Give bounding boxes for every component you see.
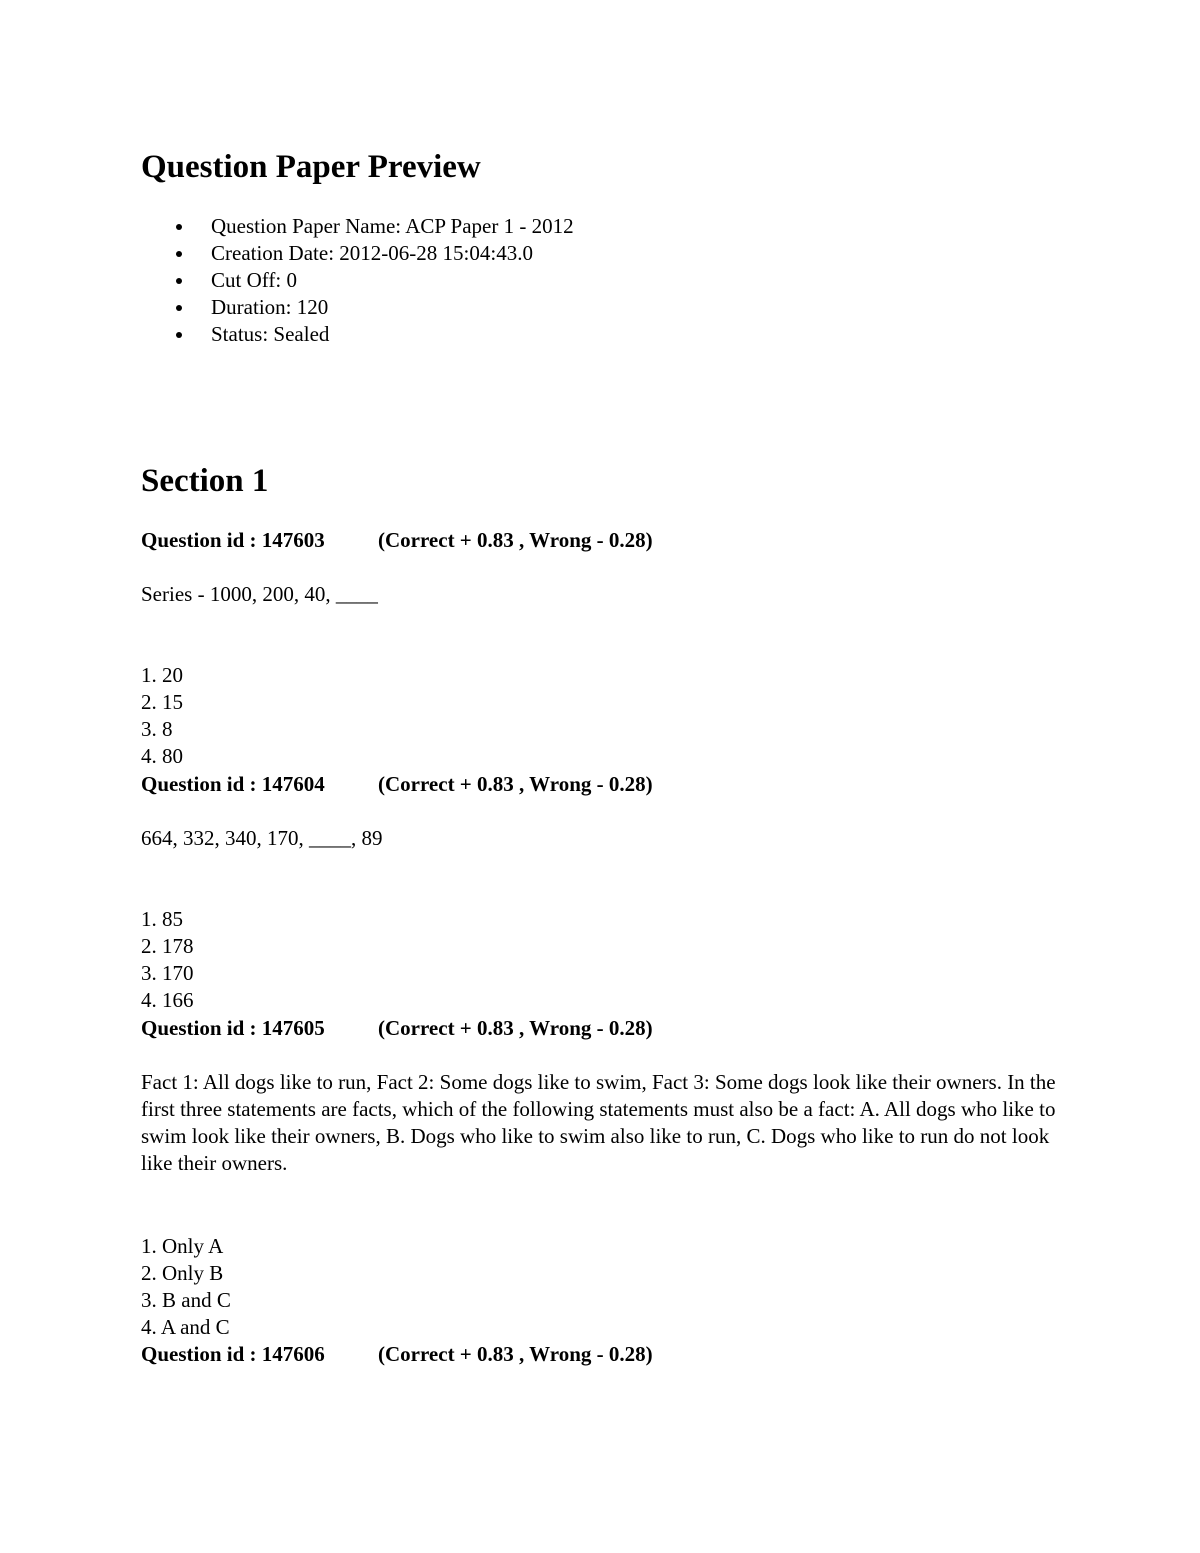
cut-off-item [141, 267, 574, 294]
question-id: Question id : 147604 [141, 772, 325, 796]
page-title: Question Paper Preview [141, 149, 481, 185]
option-item: 1. Only A [141, 1234, 224, 1258]
option-item: 2. 178 [141, 934, 194, 958]
option-item: 2. Only B [141, 1261, 224, 1285]
question-header [141, 771, 1056, 798]
option-item: 2. 15 [141, 690, 183, 714]
option-item: 4. 80 [141, 744, 183, 768]
question-marks: (Correct + 0.83 , Wrong - 0.28) [378, 1342, 653, 1366]
question-text: Series - 1000, 200, 40, ____ [141, 582, 378, 606]
question-header [141, 1341, 1056, 1368]
option-item: 1. 20 [141, 663, 183, 687]
option-item: 3. 170 [141, 961, 194, 985]
bullet-icon [176, 305, 182, 311]
question-marks: (Correct + 0.83 , Wrong - 0.28) [378, 1016, 653, 1040]
question-text: Fact 1: All dogs like to run, Fact 2: Some dogs like to swim, Fact 3: Some dogs look like their owners. In the first three statements are facts, which of the following statements must also be a fact: A. All dogs who like to swim look like their owners, B. Dogs who like to swim also like to run, C. Dogs who like to run do not look like their owners. [141, 1070, 1056, 1175]
bullet-icon [176, 332, 182, 338]
creation-date-item [141, 240, 574, 267]
question-header [141, 527, 1056, 554]
question-id: Question id : 147606 [141, 1342, 325, 1366]
options-list [141, 662, 1056, 770]
question-header [141, 1015, 1056, 1042]
paper-name-item [141, 213, 574, 240]
options-list [141, 906, 1056, 1014]
question-id: Question id : 147605 [141, 1016, 325, 1040]
cut-off-text: Cut Off: 0 [211, 268, 297, 292]
option-item: 4. A and C [141, 1315, 230, 1339]
question-marks: (Correct + 0.83 , Wrong - 0.28) [378, 528, 653, 552]
option-item: 3. B and C [141, 1288, 231, 1312]
options-list [141, 1233, 1056, 1341]
status-item [141, 321, 574, 348]
section-heading: Section 1 [141, 463, 269, 499]
question-text: 664, 332, 340, 170, ____, 89 [141, 826, 383, 850]
status-text: Status: Sealed [211, 322, 330, 346]
bullet-icon [176, 278, 182, 284]
bullet-icon [176, 251, 182, 257]
bullet-icon [176, 224, 182, 230]
option-item: 4. 166 [141, 988, 194, 1012]
duration-text: Duration: 120 [211, 295, 329, 319]
creation-date-text: Creation Date: 2012-06-28 15:04:43.0 [211, 241, 533, 265]
option-item: 1. 85 [141, 907, 183, 931]
paper-details-list [141, 213, 574, 348]
duration-item [141, 294, 574, 321]
option-item: 3. 8 [141, 717, 173, 741]
paper-name-text: Question Paper Name: ACP Paper 1 - 2012 [211, 214, 574, 238]
question-id: Question id : 147603 [141, 528, 325, 552]
question-marks: (Correct + 0.83 , Wrong - 0.28) [378, 772, 653, 796]
